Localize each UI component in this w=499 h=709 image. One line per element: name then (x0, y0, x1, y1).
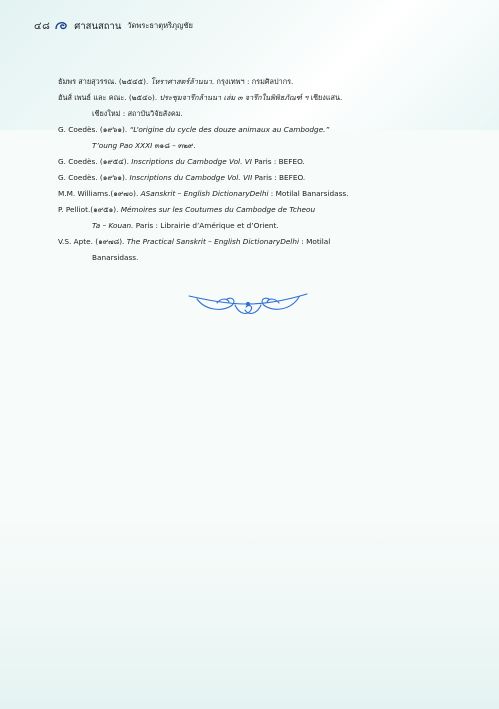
header-ornament-icon (54, 18, 70, 34)
reference-line: Banarsidass. (92, 253, 139, 262)
reference-line: ธัมพร สายสุวรรณ. (๒๕๔๕). โหราศาสตร์ล้านนา. กรุงเทพฯ : กรมศิลปากร. (58, 77, 294, 86)
reference-line: เชียงใหม่ : สถาบันวิจัยสังคม. (92, 109, 183, 118)
reference-entry (58, 154, 413, 170)
reference-entry (58, 234, 413, 266)
reference-entry (58, 122, 413, 154)
reference-line: P. Pelliot.(๑๙๕๑). Mémoires sur les Coutumes du Cambodge de Tcheou (58, 205, 316, 214)
reference-line: M.M. Williams.(๑๙๗๐). ASanskrit – English DictionaryDelhi : Motilal Banarsidass. (58, 189, 349, 198)
reference-entry (58, 170, 413, 186)
reference-entry (58, 90, 413, 122)
footer-background-wash (0, 519, 499, 709)
reference-line: G. Coedès. (๑๙๖๑). “L’origine du cycle des douze animaux au Cambodge.” (58, 125, 330, 134)
header-title: ศาสนสถาน (74, 20, 122, 32)
reference-entry (58, 74, 413, 90)
bibliography (58, 74, 413, 266)
reference-line: G. Coedès. (๑๙๖๑). Inscriptions du Cambodge Vol. VII Paris : BEFEO. (58, 173, 306, 182)
reference-line: V.S. Apte. (๑๙๗๘). The Practical Sanskrit – English DictionaryDelhi : Motilal (58, 237, 331, 246)
reference-entry (58, 202, 413, 234)
running-header (34, 16, 193, 36)
reference-line: ฮันส์ เพนธ์ และ คณะ. (๒๕๔๐). ประชุมจารึกล้านนา เล่ม ๓ จารึกในพิพิธภัณฑ์ ฯ เชียงแสน. (58, 93, 343, 102)
divider-ornament-icon (187, 290, 309, 320)
page-number: ๔๘ (34, 20, 51, 32)
reference-line: T’oung Pao XXXI ๓๑๘ – ๓๒๙. (92, 141, 196, 150)
header-subtitle: วัดพระธาตุหริภุญชัย (127, 21, 193, 30)
reference-entry (58, 186, 413, 202)
reference-line: G. Coedès. (๑๙๕๔). Inscriptions du Cambodge Vol. VI Paris : BEFEO. (58, 157, 305, 166)
reference-line: Ta – Kouan. Paris : Librairie d’Amérique et d’Orient. (92, 221, 279, 230)
